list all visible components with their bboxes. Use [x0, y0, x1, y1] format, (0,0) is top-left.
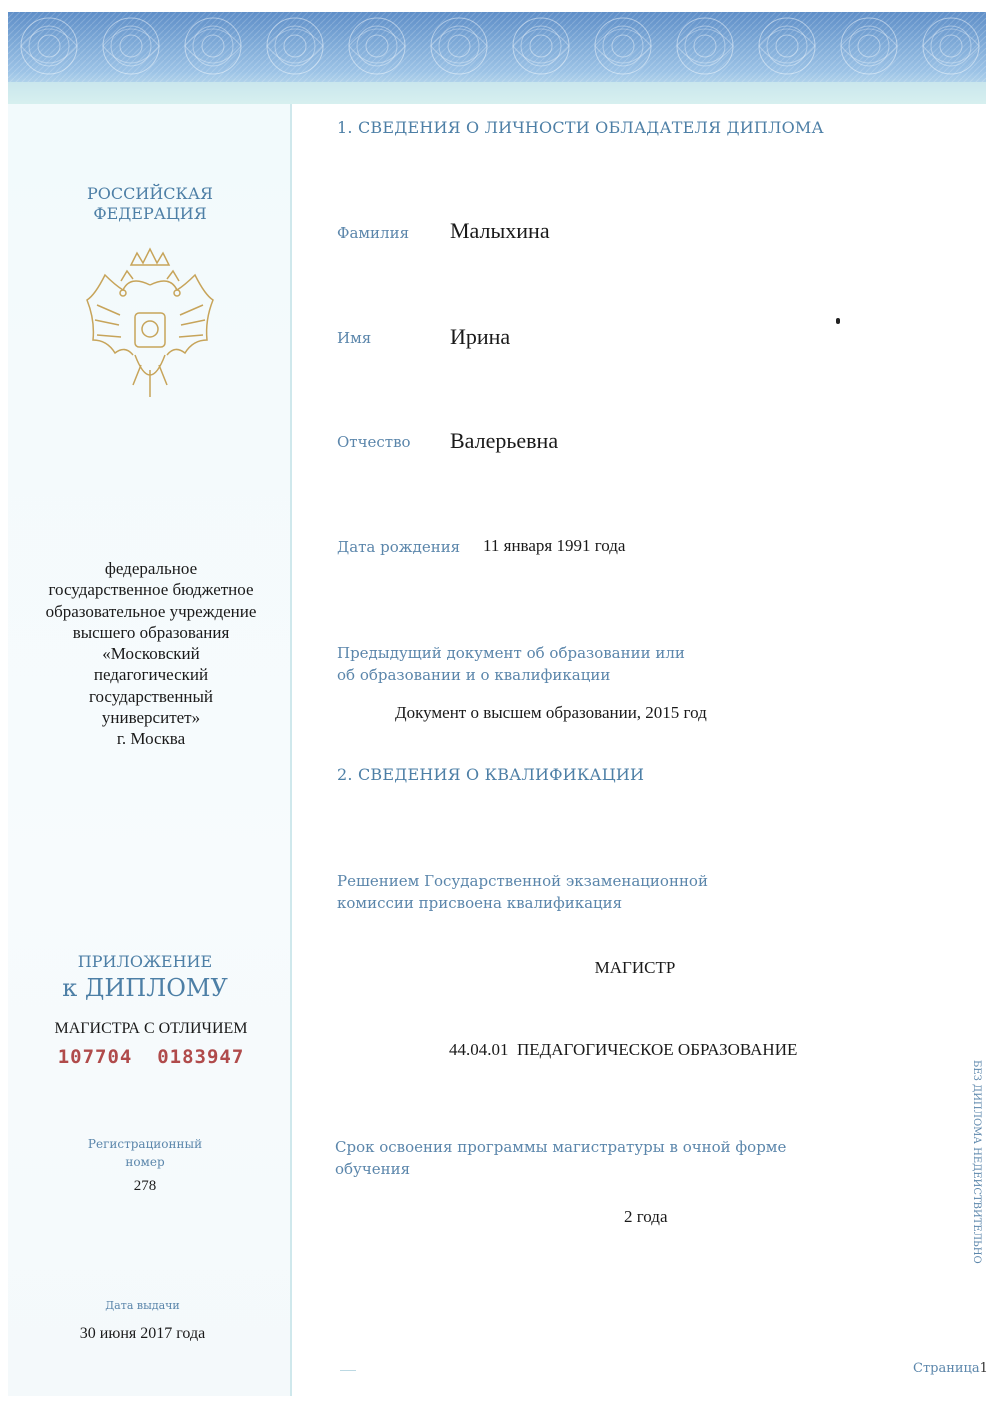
institution-name: федеральное государственное бюджетное образовательное учреждение высшего образования «Московский педагогический государственный университет» г. Москва: [45, 559, 257, 749]
issue-date-label: Дата выдачи: [105, 1299, 180, 1312]
divider-line: [290, 104, 292, 1396]
page-label: Страница: [913, 1361, 980, 1376]
registration-number: 278: [133, 1178, 157, 1194]
name-label: Имя: [337, 329, 372, 347]
validity-note: БЕЗ ДИПЛОМА НЕДЕЙСТВИТЕЛЬНО: [971, 1060, 982, 1264]
registration-label: Регистрационный номер: [87, 1137, 203, 1169]
qualification-decision-label: Решением Государственной экзаменационной комиссии присвоена квалификация: [337, 872, 708, 912]
page-number: 1: [979, 1361, 988, 1376]
birth-date-value: 11 января 1991 года: [483, 536, 626, 555]
study-duration-value: 2 года: [624, 1207, 668, 1226]
coat-of-arms-emblem: [75, 245, 225, 405]
patronymic-value: Валерьевна: [450, 428, 559, 453]
section-2-heading: 2. СВЕДЕНИЯ О КВАЛИФИКАЦИИ: [337, 765, 645, 784]
security-banner: [8, 12, 986, 104]
specialty-value: 44.04.01 ПЕДАГОГИЧЕСКОЕ ОБРАЗОВАНИЕ: [449, 1040, 798, 1059]
patronymic-label: Отчество: [337, 433, 411, 451]
appendix-title: ПРИЛОЖЕНИЕ: [77, 952, 213, 971]
study-duration-label: Срок освоения программы магистратуры в очной форме обучения: [335, 1138, 787, 1178]
diploma-number: 107704 0183947: [57, 1046, 245, 1068]
diploma-type: МАГИСТРА С ОТЛИЧИЕМ: [54, 1020, 248, 1037]
previous-document-value: Документ о высшем образовании, 2015 год: [395, 703, 707, 722]
birth-date-label: Дата рождения: [337, 538, 461, 556]
issue-date: 30 июня 2017 года: [79, 1325, 206, 1342]
surname-value: Малыхина: [450, 218, 550, 243]
appendix-subtitle: к ДИПЛОМУ: [62, 974, 228, 1002]
qualification-value: МАГИСТР: [594, 958, 676, 977]
surname-label: Фамилия: [337, 224, 410, 242]
ink-mark: [836, 318, 840, 324]
previous-document-label: Предыдущий документ об образовании или об образовании и о квалификации: [337, 644, 685, 684]
name-value: Ирина: [450, 324, 511, 349]
footer-dash: [340, 1370, 356, 1371]
page-indicator: [913, 1361, 988, 1376]
section-1-heading: 1. СВЕДЕНИЯ О ЛИЧНОСТИ ОБЛАДАТЕЛЯ ДИПЛОМА: [337, 118, 824, 137]
country-name: РОССИЙСКАЯ ФЕДЕРАЦИЯ: [87, 184, 213, 223]
